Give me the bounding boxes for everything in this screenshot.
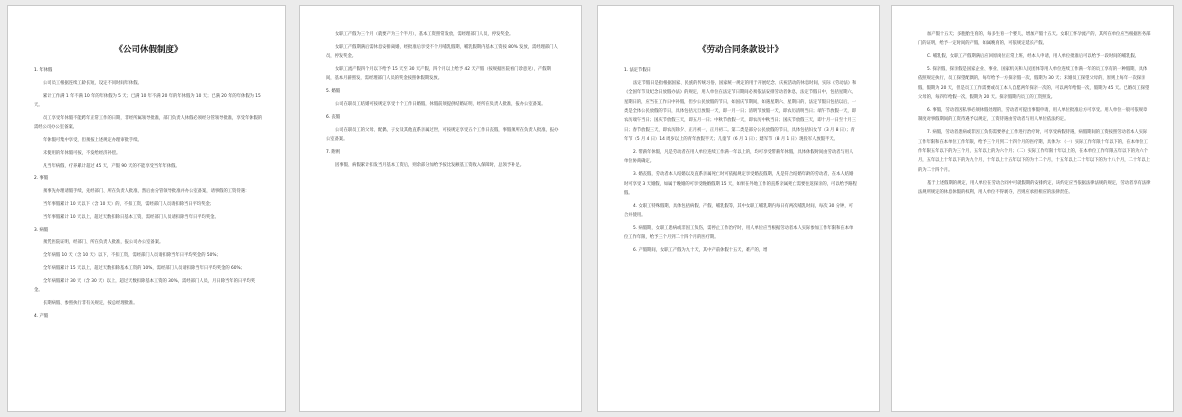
paragraph: 凡当年病假、疗养累计超过 45 天，产假 90 天的不能享受当年年休假。 (43, 163, 180, 169)
paragraph: 女职工流产假四个月以下给予 15 天至 30 天产假，四个月以上给予 42 天产假（按规据医院看门诊意见），产假期间，基本月薪照发，需经理部门人员的奖金按照休假期发放。 (326, 67, 551, 82)
section-heading: 4. 产假 (34, 313, 49, 319)
paragraph: 未使用的年休假可按，不发给经济补偿。 (43, 150, 121, 156)
page-body (34, 6, 263, 325)
paragraph: 7. 病假，劳动者患病或非因工负伤需要停止工作进行治疗时，可享受病假待遇，病假期间的工资按照劳动者本人实际工作年限和在本单位工作年限，给予三个月到二十四个月的医疗期，具体为：（一）实际工作年限十年以下的，在本单位工作年限五年以下的为三个月，五年以上的为六个月；（二）实际工作年限十年以上的，在本单位工作年限五年以下的为六个月，五年以上十年以下的为九个月，十年以上十五年以下的为十二个月，十五年以上二十年以下的为十八个月，二十年以上的为二十四个月。 (918, 130, 1151, 173)
paragraph: 5. 病假期，女职工患病或非因工负伤，需停止工作治疗时，用人单位应当根据劳动者本人实际参加工作年限和在本单位工作年限，给予三个月到二十四个月的医疗期。 (624, 226, 854, 241)
paragraph: 公司员工根据连续工龄长短，设定不同时间年休假。 (43, 80, 142, 86)
paragraph: 法定节假日是指根据国家、民族的传统习俗，国家统一规定的用于开展纪念、庆祝活动的休息时间，实际《劳动法》和《全国年节及纪念日放假办法》的规定，用人单位在法定节日期间必须依法安排劳动者休息，法定节假日中，包括星期六、星期日的，应当在工作日中补假，但少公民放假的节日，如国庆节期间，如遇星期六、星期日的，法定节假日包括以后，一类是全体公民放假的节日，具体包括元旦放假一天，即一月一日；清明节放假一天，即农历清明当日；端午节放假一天，即农历端午当日；国庆节放假三天，即五月一日；中秋节放假一天，即农历中秋当日；国庆节放假三天，即十月一日至十月三日；春节放假三天，即农历除夕、正月初一、正月初二。第二类是部分公民放假的节日，具体包括妇女节（3 月 8 日）；青年节（5 月 4 日）14 周岁以上的青年放假半天；儿童节（6 月 1 日）；建军节（8 月 1 日）现役军人放假半天。 (624, 80, 857, 143)
paragraph: 当年事假累计 10 天以上，超过天数扣除日基本工资，需经部门人员请扣除当年日平均奖金。 (43, 214, 219, 220)
paragraph: 4. 女职工特殊假期，具体包括病假、产假、哺乳假等，其中女职工哺乳期内每日有两次哺乳时间，每次 30 分钟，可合并使用。 (624, 203, 853, 219)
paragraph: 公司在职员工的父母、配偶、子女及其他直系亲属过世，可按规定享受五个工作日丧假，事假须所在负责人批准，报办公室备案。 (326, 127, 559, 142)
paragraph: 6. 事假，劳动者因私事必须休假处理的，劳动者可提出事假申请，用人单位批准后方可享受。用人单位一般可依规章制度对事假期间的工资待遇予以规定，工资待遇由劳动者与用人单位依法约定。 (918, 108, 1148, 123)
document-page-4 (891, 5, 1174, 412)
paragraph: 女职工产假为三个月（就要产为三个半月），基本工资照常发放，需经理部门人员，停发奖金。 (335, 32, 514, 37)
section-heading: 2. 事假 (34, 176, 49, 182)
paragraph: 员工享受年休假不能跨年正常工作的日期，非经所属领导批准，部门负责人休假必须经分管领导批准，享受年休假的需经公司办公室备案。 (34, 115, 263, 131)
paragraph: 全年病假 10 天（含 10 天）以下，不扣工资，需经部门人员请扣除当年日平均奖金的 50%； (43, 253, 221, 259)
paragraph: 因事假、病假累计扣发当月基本工资后，则余部分加给予按比发额基工资收入保障时，总领予补足。 (335, 162, 525, 168)
paragraph: C. 哺乳假，女职工产假期满后应回原岗位正常上班，经本人申请，用人单位批准后可以给予一段时间的哺乳假。 (927, 54, 1139, 60)
document-title: 《劳动合同条款设计》 (697, 45, 783, 55)
section-heading: 7. 附则 (326, 149, 341, 155)
paragraph: 全年病假累计 30 天（含 30 天）以上，超过天数扣除基本工资的 30%，需经部门人员，月日除当年的日平均奖金。 (34, 278, 256, 294)
paragraph: 女职工产假期满后需休息安排离婚，经批准后享受不个月哺乳假期，哺乳假期内基本工资按 80% 发放，需经理部门人员，停发奖金。 (326, 44, 558, 60)
paragraph: 须事先办理请假手续，先经部门、所在负责人批准，然后由分管领导批准并办公室备案，请事假的工资待遇： (43, 189, 250, 195)
section-heading: 3. 病假 (34, 227, 49, 233)
paragraph: 2. 带薪年休假，凡是劳动者在用人单位连续工作满一年以上的，均可享受带薪年休假，具体休假时间由劳动者与用人单位协商确定。 (624, 150, 854, 165)
document-page-3 (597, 5, 880, 412)
paragraph: 公司在职员工结婚可按规定享受十个工作日婚假，休假前须提供结婚证明，经所在负责人批准，报办公室备案。 (335, 102, 546, 107)
paragraph: 3. 婚丧假，劳动者本人结婚以及直系亲属死亡时可依据规定享受婚丧假期，凡是符合结婚年龄的劳动者，在本人结婚时可享受 3 天婚假，如属于晚婚的可享受晚婚假期 15 天，如果在外地工作的直系亲属死亡需要往返探亲的，可以给予路程假。 (624, 172, 857, 197)
paragraph: 加产假十五天；多胞胎生育的，每多生育一个婴儿，增加产假十五天。女职工怀孕流产的，其所在单位应当根据医务部门的证明，给予一定时间的产假，如属晚育的，可依规定延长产假。 (918, 32, 1151, 47)
section-heading: 1. 年休假 (34, 68, 53, 73)
paragraph: 全年病假累计 15 天以上，超过天数扣除基本工资的 10%，需经部门人员请扣除当年日平均奖金的 60%； (43, 265, 245, 271)
page-body (918, 30, 1151, 201)
document-page-1 (7, 5, 286, 412)
paragraph: 基于上述假期的规定，用人单位在劳动合同中可就假期的安排约定，该约定应当依据法律法规的规定，劳动者享有法律法规所规定的休息休假的权利，用人单位不得剥夺，否则应承担相应的法律责任。 (918, 180, 1151, 196)
section-heading: 1. 法定节假日 (624, 68, 651, 73)
page-body (624, 6, 857, 259)
paragraph: 须凭医院证明，经部门、所在负责人批准，报公司办公室备案。 (43, 240, 164, 246)
section-heading: 6. 丧假 (326, 114, 341, 120)
paragraph: 6. 产假期间，女职工产假为九十天，其中产前休假十五天，难产的，增 (633, 248, 768, 254)
paragraph: 长期病假、参照执行非有关规定，按总经理批准。 (43, 300, 138, 306)
paragraph: 年休假可集中享受，但须按上述规定办理审批手续。 (43, 138, 142, 143)
paragraph: 当年事假累计 10 天以下（含 10 天）的，不扣工资，需经部门人员请扣除当日平均奖金； (43, 201, 215, 207)
section-heading: 5. 婚假 (326, 89, 341, 95)
document-title: 《公司休假制度》 (114, 45, 183, 55)
paragraph: 5. 探亲假，探亲假是国家企业、事业、国家机关和人民团体等用人单位连续工作满一年的员工享有的一种假期，具体依照规定执行，员工探望配偶的，每年给予一方探亲假一次，假期为 30 天；未婚员工探望父母的，原则上每年一次探亲假，假期为 20 天，但是员工工作需要或员工本人自愿两年探亲一次的，可以两年给假一次，假期为 45 天。已婚员工探望父母的，每四年给假一次，假期为 20 天。探亲假期内员工的工资照发。 (918, 67, 1150, 101)
paragraph: 累计工作满 1 年不满 10 年的年休假为 5 天；已满 10 年不满 20 年的年休假为 10 天；已满 20 年的年休假为 15 天。 (34, 93, 261, 108)
page-body (326, 30, 559, 173)
document-page-2 (299, 5, 582, 412)
